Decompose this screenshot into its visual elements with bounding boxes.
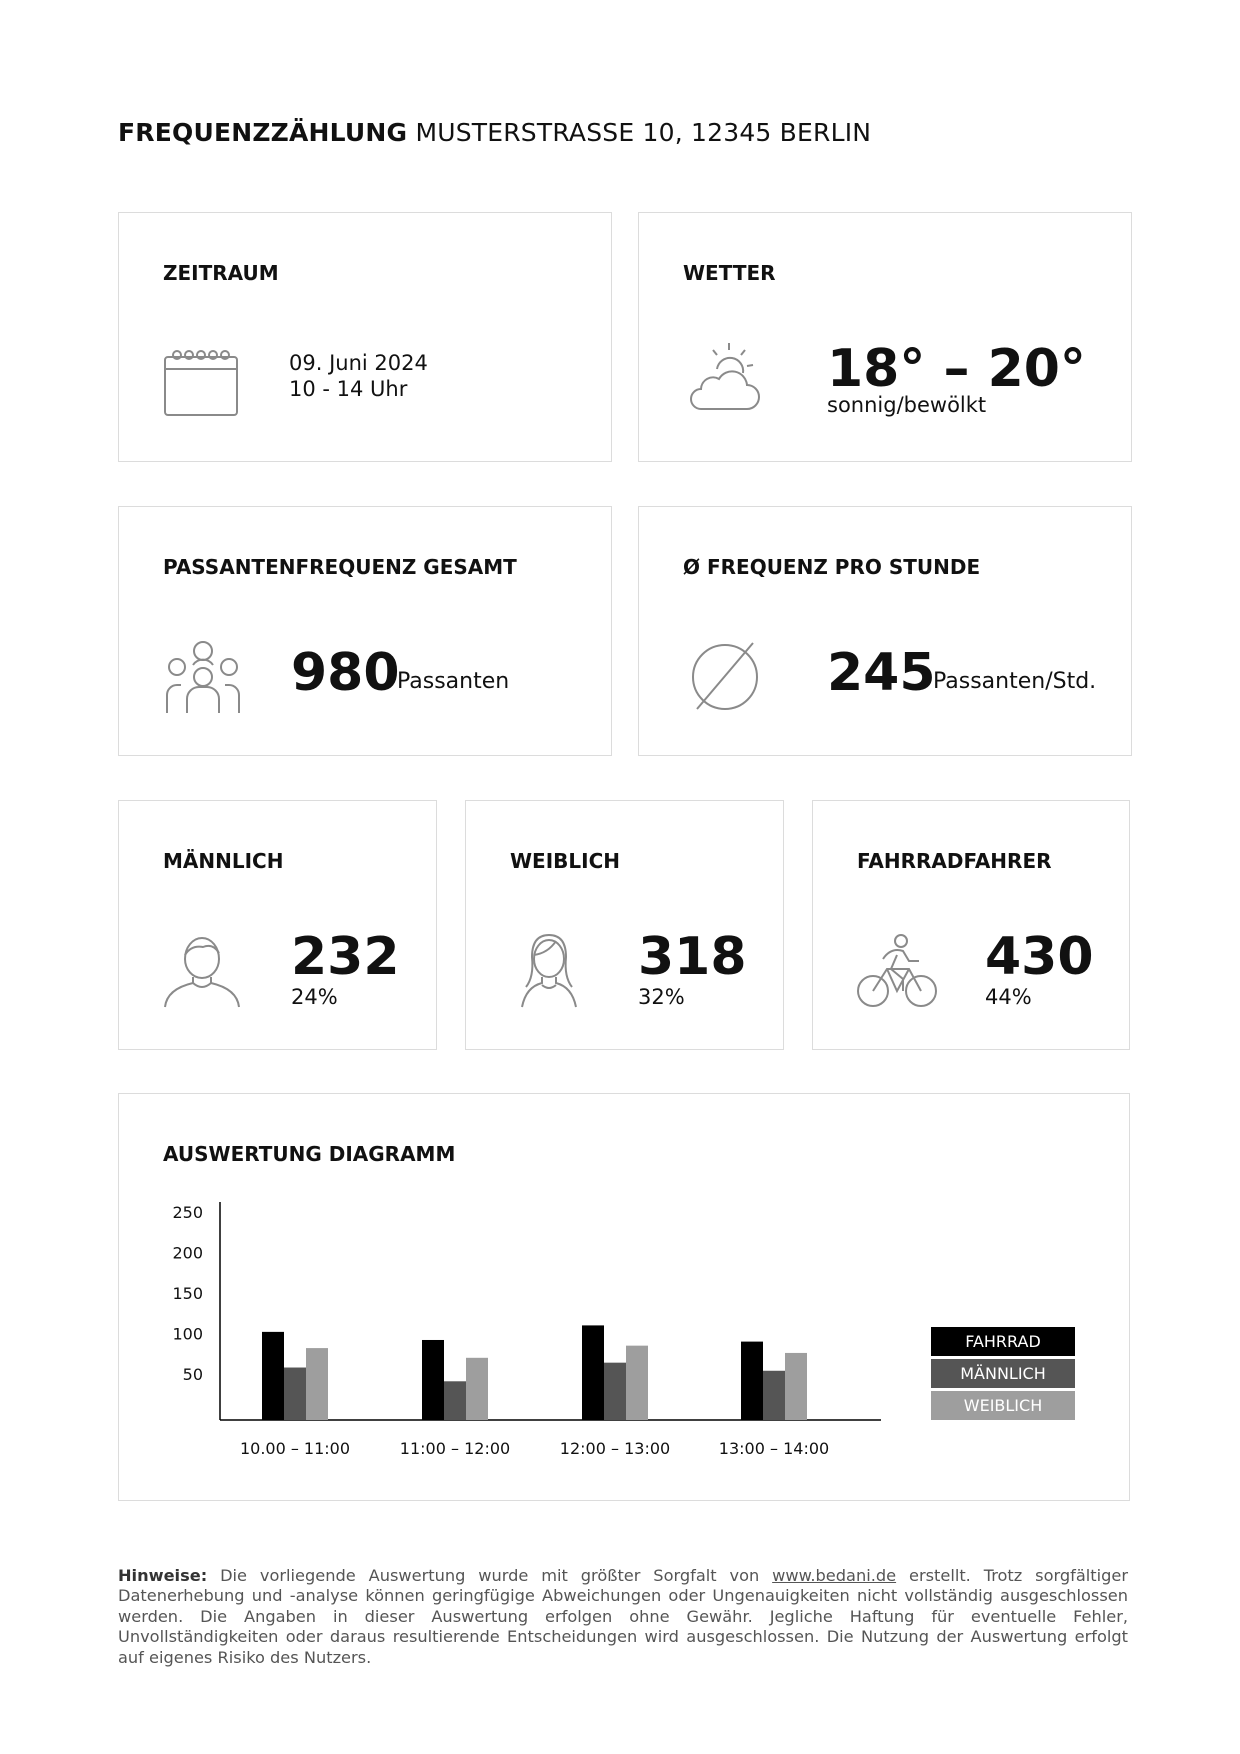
page-title-address: MUSTERSTRASSE 10, 12345 BERLIN [415,118,872,147]
pro-stunde-value: 245 [827,643,936,703]
bar-fahrrad-4 [741,1342,763,1420]
diagram-label: AUSWERTUNG DIAGRAMM [163,1142,456,1166]
gesamt-value: 980 [291,643,400,703]
notes-link[interactable]: www.bedani.de [772,1566,897,1585]
zeitraum-label: ZEITRAUM [163,261,279,285]
female-icon [518,931,580,1009]
zeitraum-time: 10 - 14 Uhr [289,377,408,401]
bar-chart [119,1094,1127,1498]
legend-label: FAHRRAD [965,1332,1041,1351]
zeitraum-card [118,212,612,462]
wetter-condition: sonnig/bewölkt [827,393,987,417]
y-tick-label: 100 [172,1324,203,1344]
pro-stunde-card [638,506,1132,756]
y-tick-label: 50 [182,1365,203,1384]
bar-männlich-1 [284,1368,306,1420]
fahrrad-value: 430 [985,927,1094,987]
male-icon [163,933,241,1009]
notes-text-before: Die vorliegende Auswertung wurde mit größter Sorgfalt von [207,1566,773,1585]
weiblich-label: WEIBLICH [510,849,621,873]
diagram-card [118,1093,1130,1501]
fahrrad-label: FAHRRADFAHRER [857,849,1052,873]
maennlich-label: MÄNNLICH [163,849,284,873]
maennlich-value: 232 [291,927,400,987]
x-tick-label: 10.00 – 11:00 [239,1439,351,1458]
people-group-icon [163,637,243,715]
bar-fahrrad-2 [422,1340,444,1420]
notes-label: Hinweise: [118,1566,208,1585]
bar-männlich-4 [763,1371,785,1420]
page-title [118,118,871,147]
cyclist-icon [857,933,937,1009]
x-tick-label: 13:00 – 14:00 [718,1439,830,1458]
weiblich-card [465,800,784,1050]
y-tick-label: 150 [172,1284,203,1303]
calendar-icon [163,347,239,417]
disclaimer-notes [118,1566,1128,1668]
bar-fahrrad-3 [582,1325,604,1420]
pro-stunde-unit: Passanten/Std. [933,669,1097,694]
maennlich-percent: 24% [291,985,338,1009]
bar-männlich-2 [444,1381,466,1420]
page-title-bold: FREQUENZZÄHLUNG [118,118,408,147]
gesamt-label: PASSANTENFREQUENZ GESAMT [163,555,517,579]
bar-weiblich-2 [466,1358,488,1420]
notes-text-after: erstellt. Trotz sorgfältiger Datenerhebung und -analyse können geringfügige Abweichungen oder Ungenauigkeiten nicht vollständig ausgeschlossen werden. Die Angaben in dieser Auswertung erfolgen ohne Gewähr. Jegliche Haftung für eventuelle Fehler, Unvollständigkeiten oder daraus resultierende Entscheidungen wird ausgeschlossen. Die Nutzung der Auswertung erfolgt auf eigenes Risiko des Nutzers. [118,1566,1129,1667]
wetter-temp: 18° – 20° [827,339,1086,399]
average-icon [689,639,761,711]
gesamt-card [118,506,612,756]
bar-weiblich-4 [785,1353,807,1420]
fahrrad-percent: 44% [985,985,1032,1009]
wetter-label: WETTER [683,261,776,285]
bar-männlich-3 [604,1363,626,1420]
pro-stunde-label: Ø FREQUENZ PRO STUNDE [683,555,981,579]
sun-cloud-icon [687,341,763,413]
fahrrad-card [812,800,1130,1050]
zeitraum-date: 09. Juni 2024 [289,351,428,375]
bar-fahrrad-1 [262,1332,284,1420]
wetter-card [638,212,1132,462]
maennlich-card [118,800,437,1050]
y-tick-label: 200 [172,1243,203,1263]
x-tick-label: 11:00 – 12:00 [399,1439,511,1458]
legend-label: WEIBLICH [963,1396,1043,1415]
weiblich-value: 318 [638,927,747,987]
y-tick-label: 250 [172,1203,203,1222]
bar-weiblich-1 [306,1348,328,1420]
x-tick-label: 12:00 – 13:00 [559,1439,671,1458]
weiblich-percent: 32% [638,985,685,1009]
bar-weiblich-3 [626,1346,648,1420]
legend-label: MÄNNLICH [960,1364,1046,1383]
gesamt-unit: Passanten [397,669,510,694]
